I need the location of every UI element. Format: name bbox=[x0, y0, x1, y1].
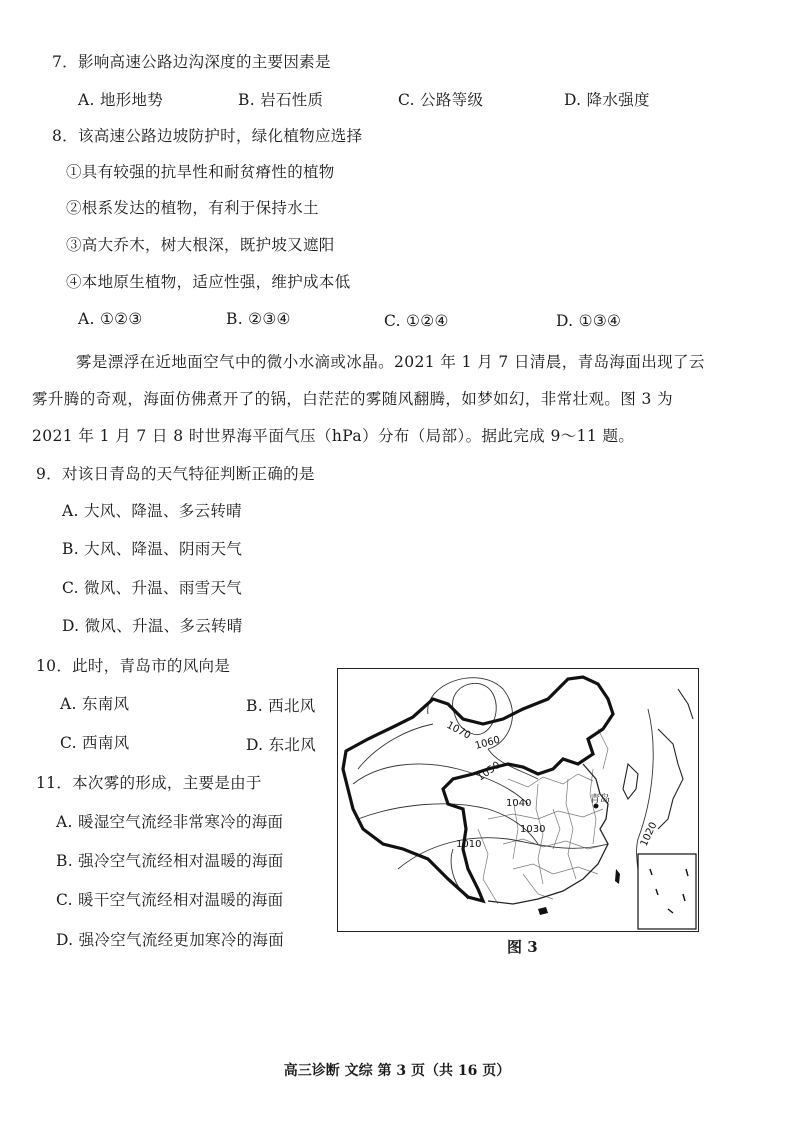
q10-option-c: C. 西南风 bbox=[60, 734, 130, 752]
q7-option-d: D. 降水强度 bbox=[564, 91, 650, 109]
isobar-label-1010: 1010 bbox=[456, 839, 482, 850]
pressure-map-svg bbox=[338, 669, 698, 931]
q9-stem: 9．对该日青岛的天气特征判断正确的是 bbox=[36, 465, 315, 483]
isobar-label-1050: 1050 bbox=[475, 759, 503, 784]
q11-option-b: B. 强冷空气流经相对温暖的海面 bbox=[56, 852, 284, 870]
intro-line-2: 雾升腾的奇观，海面仿佛煮开了的锅，白茫茫的雾随风翻腾，如梦如幻，非常壮观。图 3 为 bbox=[32, 390, 674, 408]
q11-option-d: D. 强冷空气流经更加寒冷的海面 bbox=[56, 931, 285, 949]
intro-line-1: 雾是漂浮在近地面空气中的微小水滴或冰晶。2021 年 1 月 7 日清晨，青岛海面出现了云 bbox=[76, 353, 705, 371]
isobar-label-1070: 1070 bbox=[444, 719, 473, 742]
hainan-island bbox=[538, 907, 548, 915]
q11-option-a: A. 暖湿空气流经非常寒冷的海面 bbox=[56, 813, 284, 831]
q8-item-3: ③高大乔木，树大根深，既护坡又遮阳 bbox=[66, 236, 335, 254]
q7-option-c: C. 公路等级 bbox=[398, 91, 484, 109]
taiwan-island bbox=[615, 869, 620, 884]
isobar-label-1060: 1060 bbox=[473, 734, 502, 752]
coastline bbox=[488, 764, 608, 904]
pressure-map bbox=[337, 668, 699, 932]
page-footer: 高三诊断 文综 第 3 页（共 16 页） bbox=[283, 1063, 511, 1079]
intro-line-3: 2021 年 1 月 7 日 8 时世界海平面气压（hPa）分布（局部）。据此完成 9～11 题。 bbox=[32, 427, 635, 445]
q10-option-d: D. 东北风 bbox=[246, 736, 317, 754]
q7-option-a: A. 地形地势 bbox=[78, 91, 164, 109]
isobar-label-1040: 1040 bbox=[506, 798, 532, 809]
q8-item-4: ④本地原生植物，适应性强，维护成本低 bbox=[66, 273, 351, 291]
q8-item-2: ②根系发达的植物，有利于保持水土 bbox=[66, 199, 319, 217]
q11-option-c: C. 暖干空气流经相对温暖的海面 bbox=[56, 891, 284, 909]
neighbor-coasts bbox=[623, 689, 693, 829]
isobar-label-1020: 1020 bbox=[638, 820, 660, 849]
q10-option-a: A. 东南风 bbox=[60, 695, 130, 713]
city-label-qingdao: 青岛 bbox=[590, 794, 610, 805]
q7-stem: 7．影响高速公路边沟深度的主要因素是 bbox=[52, 53, 331, 71]
q10-stem: 10．此时，青岛市的风向是 bbox=[36, 657, 231, 675]
q7-option-b: B. 岩石性质 bbox=[238, 91, 324, 109]
q8-option-a: A. ①②③ bbox=[78, 310, 143, 328]
q8-stem: 8．该高速公路边坡防护时，绿化植物应选择 bbox=[52, 127, 363, 145]
q11-stem: 11．本次雾的形成，主要是由于 bbox=[36, 774, 262, 792]
q8-option-b: B. ②③④ bbox=[226, 310, 291, 328]
q8-option-c: C. ①②④ bbox=[384, 312, 449, 330]
q8-item-1: ①具有较强的抗旱性和耐贫瘠性的植物 bbox=[66, 163, 335, 181]
q9-option-c: C. 微风、升温、雨雪天气 bbox=[62, 579, 243, 597]
q9-option-d: D. 微风、升温、多云转晴 bbox=[62, 617, 243, 635]
q8-option-d: D. ①③④ bbox=[556, 312, 622, 330]
q10-option-b: B. 西北风 bbox=[246, 697, 316, 715]
figure-caption: 图 3 bbox=[507, 938, 538, 956]
isobar-label-1030: 1030 bbox=[520, 824, 546, 835]
q9-option-a: A. 大风、降温、多云转晴 bbox=[62, 502, 242, 520]
south-sea-inset bbox=[638, 854, 696, 929]
q9-option-b: B. 大风、降温、阴雨天气 bbox=[62, 540, 243, 558]
